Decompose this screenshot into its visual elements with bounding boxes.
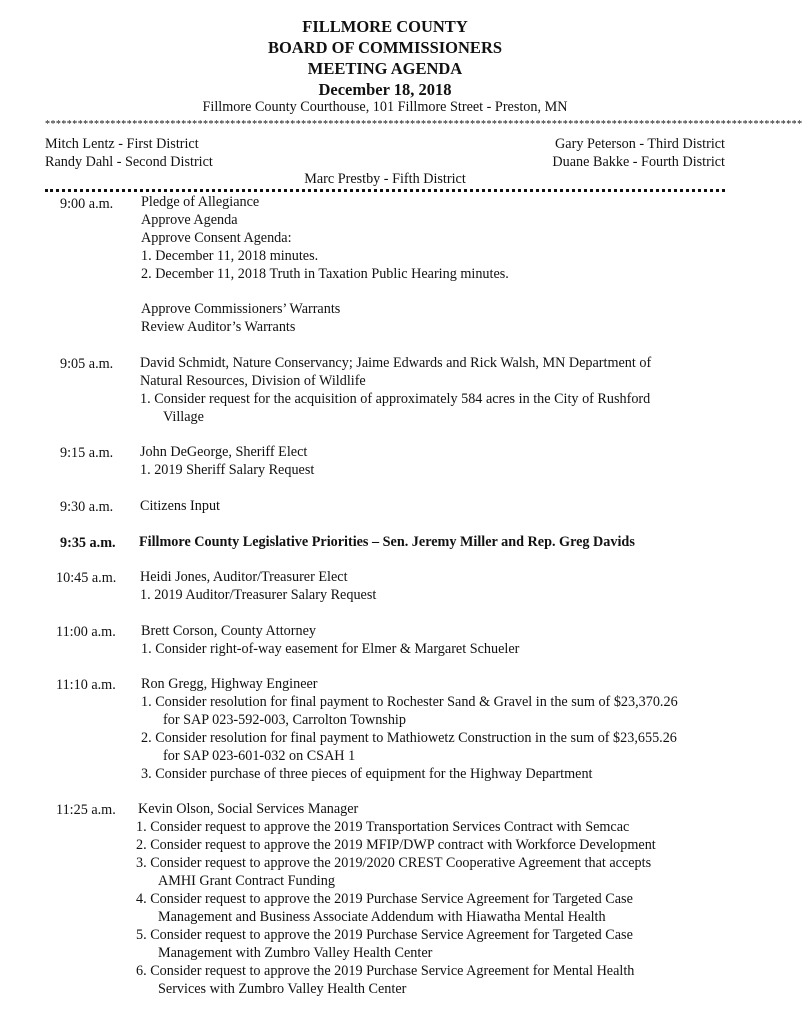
agenda-line: 6. Consider request to approve the 2019 Purchase Service Agreement for Mental Health bbox=[136, 963, 635, 979]
agenda-time: 9:15 a.m. bbox=[60, 445, 114, 461]
agenda-line: 5. Consider request to approve the 2019 Purchase Service Agreement for Targeted Case bbox=[136, 927, 633, 943]
agenda-line: 2. Consider resolution for final payment to Mathiowetz Construction in the sum of $23,655.26 bbox=[141, 730, 677, 746]
agenda-time: 11:10 a.m. bbox=[56, 677, 116, 693]
agenda-line: Management and Business Associate Addendum with Hiawatha Mental Health bbox=[158, 909, 606, 925]
agenda-line: AMHI Grant Contract Funding bbox=[158, 873, 335, 889]
agenda-line: 1. Consider request to approve the 2019 Transportation Services Contract with Semcac bbox=[136, 819, 630, 835]
agenda-line: Review Auditor’s Warrants bbox=[141, 319, 296, 335]
commissioner-third-district: Gary Peterson - Third District bbox=[555, 136, 725, 152]
agenda-line: Citizens Input bbox=[140, 498, 220, 514]
agenda-line: 1. 2019 Sheriff Salary Request bbox=[140, 462, 315, 478]
agenda-line: 1. Consider resolution for final payment to Rochester Sand & Gravel in the sum of $23,370.26 bbox=[141, 694, 678, 710]
agenda-line: Brett Corson, County Attorney bbox=[141, 623, 316, 639]
agenda-line: Approve Consent Agenda: bbox=[141, 230, 292, 246]
agenda-line: Village bbox=[163, 409, 204, 425]
dotted-divider bbox=[45, 189, 725, 192]
agenda-time: 11:00 a.m. bbox=[56, 624, 116, 640]
agenda-time: 11:25 a.m. bbox=[56, 802, 116, 818]
agenda-line: Heidi Jones, Auditor/Treasurer Elect bbox=[140, 569, 348, 585]
agenda-line: 3. Consider request to approve the 2019/2020 CREST Cooperative Agreement that accepts bbox=[136, 855, 652, 871]
agenda-line: for SAP 023-601-032 on CSAH 1 bbox=[163, 748, 356, 764]
agenda-line: Pledge of Allegiance bbox=[141, 194, 260, 210]
agenda-line: Ron Gregg, Highway Engineer bbox=[141, 676, 318, 692]
agenda-line: 1. 2019 Auditor/Treasurer Salary Request bbox=[140, 587, 377, 603]
agenda-line: Natural Resources, Division of Wildlife bbox=[140, 373, 366, 389]
agenda-time: 9:05 a.m. bbox=[60, 356, 114, 372]
agenda-line: 3. Consider purchase of three pieces of equipment for the Highway Department bbox=[141, 766, 593, 782]
commissioner-second-district: Randy Dahl - Second District bbox=[45, 154, 213, 170]
commissioner-fourth-district: Duane Bakke - Fourth District bbox=[552, 154, 725, 170]
agenda-line: for SAP 023-592-003, Carrolton Township bbox=[163, 712, 406, 728]
agenda-line: Fillmore County Legislative Priorities – Sen. Jeremy Miller and Rep. Greg Davids bbox=[139, 534, 635, 550]
agenda-line: 2. Consider request to approve the 2019 MFIP/DWP contract with Workforce Development bbox=[136, 837, 656, 853]
agenda-line: David Schmidt, Nature Conservancy; Jaime Edwards and Rick Walsh, MN Department of bbox=[140, 355, 652, 371]
agenda-line: Management with Zumbro Valley Health Center bbox=[158, 945, 433, 961]
agenda-time: 9:30 a.m. bbox=[60, 499, 114, 515]
agenda-line: 2. December 11, 2018 Truth in Taxation Public Hearing minutes. bbox=[141, 266, 509, 282]
commissioner-first-district: Mitch Lentz - First District bbox=[45, 136, 199, 152]
agenda-line: 1. Consider request for the acquisition of approximately 584 acres in the City of Rushford bbox=[140, 391, 651, 407]
agenda-line: John DeGeorge, Sheriff Elect bbox=[140, 444, 308, 460]
agenda-line: Approve Agenda bbox=[141, 212, 238, 228]
county-heading: FILLMORE COUNTY bbox=[302, 17, 468, 36]
agenda-time: 9:00 a.m. bbox=[60, 196, 114, 212]
agenda-line: 1. December 11, 2018 minutes. bbox=[141, 248, 319, 264]
agenda-heading: MEETING AGENDA bbox=[307, 59, 463, 78]
meeting-date: December 18, 2018 bbox=[318, 80, 452, 99]
agenda-time: 9:35 a.m. bbox=[60, 535, 116, 551]
agenda-line: Services with Zumbro Valley Health Center bbox=[158, 981, 407, 997]
agenda-line: 1. Consider right-of-way easement for Elmer & Margaret Schueler bbox=[141, 641, 520, 657]
agenda-line: Kevin Olson, Social Services Manager bbox=[138, 801, 359, 817]
commissioner-fifth-district: Marc Prestby - Fifth District bbox=[304, 171, 466, 187]
star-divider: ******************************************************************************************************************************************* bbox=[45, 119, 803, 130]
agenda-line: Approve Commissioners’ Warrants bbox=[141, 301, 341, 317]
meeting-location: Fillmore County Courthouse, 101 Fillmore Street - Preston, MN bbox=[202, 99, 568, 115]
board-heading: BOARD OF COMMISSIONERS bbox=[267, 38, 503, 57]
agenda-line: 4. Consider request to approve the 2019 Purchase Service Agreement for Targeted Case bbox=[136, 891, 633, 907]
agenda-time: 10:45 a.m. bbox=[56, 570, 117, 586]
